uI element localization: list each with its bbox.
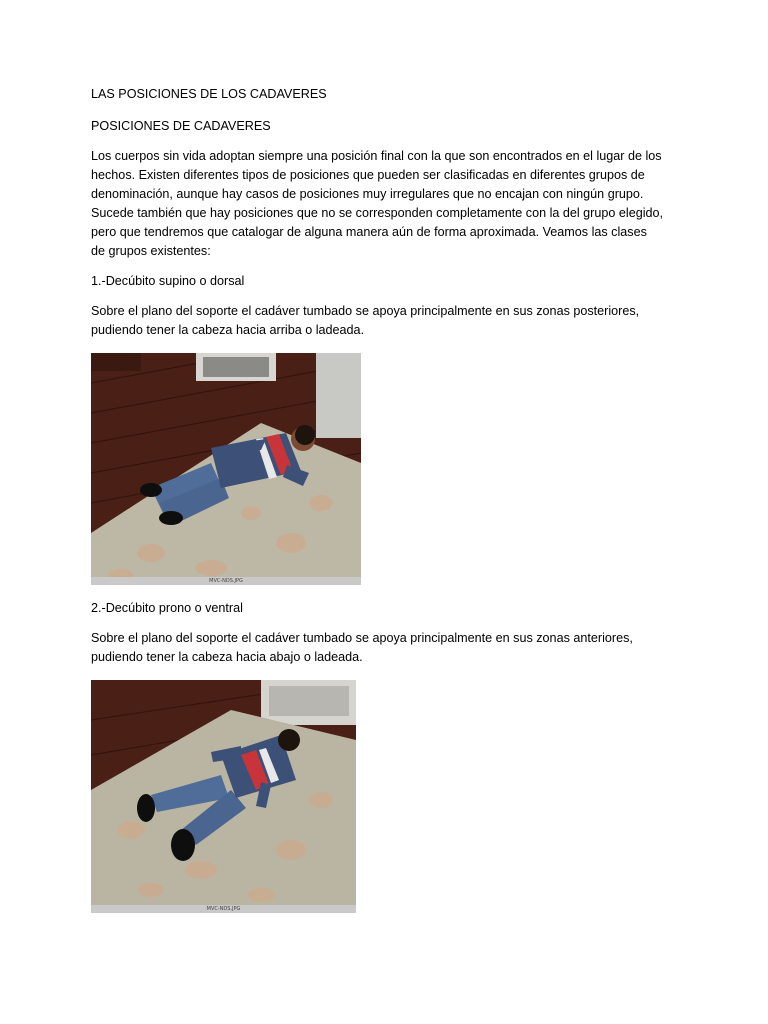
section-description-supino: Sobre el plano del soporte el cadáver tumbado se apoya principalmente en sus zonas posteriores, pudiendo tener la cabeza hacia arriba o ladeada. <box>91 304 640 337</box>
intro-paragraph: Los cuerpos sin vida adoptan siempre una posición final con la que son encontrados en el lugar de los hechos. Existen diferentes tipos de posiciones que pueden ser clasificadas en diferentes grupos de denominación, aunque hay casos de posiciones muy irregulares que no encajan con ningún grupo. Sucede también que hay posiciones que no se corresponden completamente con la del grupo elegido, pero que tendremos que catalogar de alguna manera aún de forma aproximada. Veamos las clases de grupos existentes: <box>91 149 664 258</box>
document-subtitle: POSICIONES DE CADAVERES <box>91 119 271 133</box>
photo-prono-caption: MVC-NDS.JPG <box>91 905 356 913</box>
document-title: LAS POSICIONES DE LOS CADAVERES <box>91 87 327 101</box>
section-heading-prono: 2.-Decúbito prono o ventral <box>91 601 243 615</box>
photo-supino-image <box>91 353 361 585</box>
photo-supino-caption: MVC-NDS.JPG <box>91 577 361 585</box>
photo-decubito-supino <box>91 353 361 585</box>
photo-decubito-prono <box>91 680 356 913</box>
photo-prono-image <box>91 680 356 913</box>
section-heading-supino: 1.-Decúbito supino o dorsal <box>91 274 245 288</box>
section-description-prono: Sobre el plano del soporte el cadáver tumbado se apoya principalmente en sus zonas anteriores, pudiendo tener la cabeza hacia abajo o ladeada. <box>91 631 633 664</box>
